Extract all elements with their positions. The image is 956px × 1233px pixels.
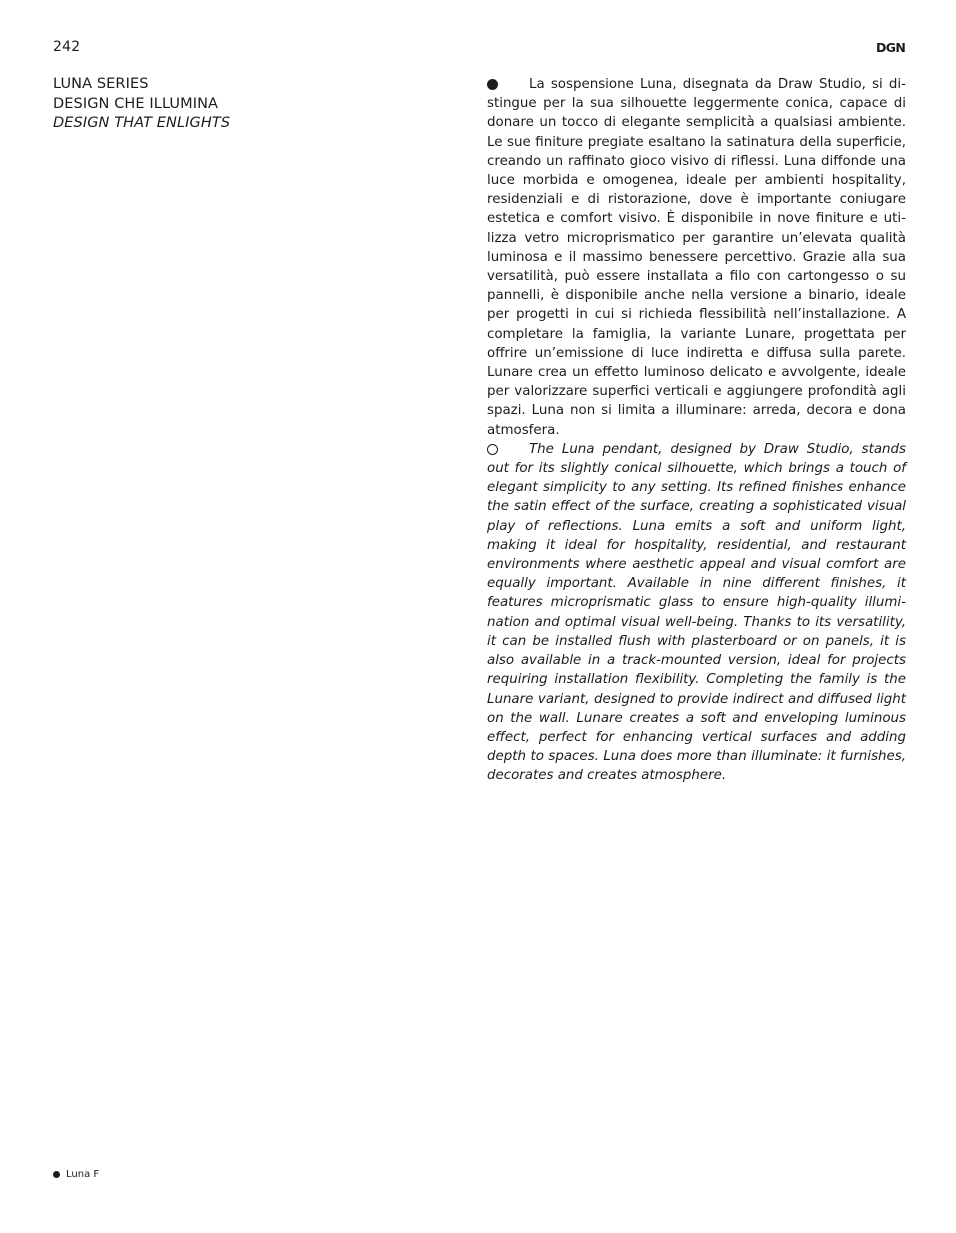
italian-paragraph: La sospensione Luna, disegnata da Draw Studio, si distingue per la sua silhouette leggermente conica, capace di donare un tocco di elegante semplicità a qualsiasi ambiente. Le sue finiture pregiate esaltano la satinatura della superficie, creando un raffinato gioco visivo di riflessi. Luna diffonde una luce morbida e omogenea, ideale per ambienti hospitality, residenziali e di ristorazione, dove è importante coniugare estetica e comfort visivo. È disponibile in nove finiture e utilizza vetro microprismatico per garantire un’elevata qualità luminosa e il massimo benessere percettivo. Grazie alla sua versatilità, può essere installata a filo con cartongesso o su pannelli, è disponibile anche nella versione a binario, ideale per progetti in cui si richieda flessibilità nell’installazione. A completare la famiglia, la variante Lunare, progettata per offrire un’emissione di luce indiretta e diffusa sulla parete. Lunare crea un effetto luminoso delicato e avvolgente, ideale per valorizzare superfici verticali e aggiungere profondità agli spazi. Luna non si limita a illuminare: arreda, decora e dona atmosfera.: [487, 77, 906, 438]
footer-dot-icon: [53, 1171, 60, 1178]
brand-logo: DGN: [876, 40, 906, 55]
title-block: [53, 75, 230, 134]
subtitle-english: DESIGN THAT ENLIGHTS: [53, 115, 231, 131]
series-title: LUNA SERIES: [53, 76, 149, 92]
body-column: [487, 75, 906, 786]
italian-paragraph-wrap: [487, 75, 906, 440]
subtitle-italian: DESIGN CHE ILLUMINA: [53, 95, 219, 112]
footer-caption: [53, 1169, 99, 1180]
english-paragraph: The Luna pendant, designed by Draw Studio, stands out for its slightly conical silhouette, which brings a touch of elegant simplicity to any setting. Its refined finishes enhance the satin effect of the surface, creating a sophisticated visual play of reflections. Luna emits a soft and uniform light, making it ideal for hospitality, residential, and restaurant environments where aesthetic appeal and visual comfort are equally important. Available in nine different finishes, it features microprismatic glass to ensure high-quality illumination and optimal visual well-being. Thanks to its versatility, it can be installed flush with plasterboard or on panels, it is also available in a track-mounted version, ideal for projects requiring installation flexibility. Completing the family is the Lunare variant, designed to provide indirect and diffused light on the wall. Lunare creates a soft and enveloping luminous effect, perfect for enhancing vertical surfaces and adding depth to spaces. Luna does more than illuminate: it furnishes, decorates and creates atmosphere.: [487, 441, 906, 784]
english-paragraph-wrap: [487, 440, 906, 786]
footer-caption-text: Luna F: [66, 1169, 100, 1180]
page-number: 242: [53, 39, 81, 55]
